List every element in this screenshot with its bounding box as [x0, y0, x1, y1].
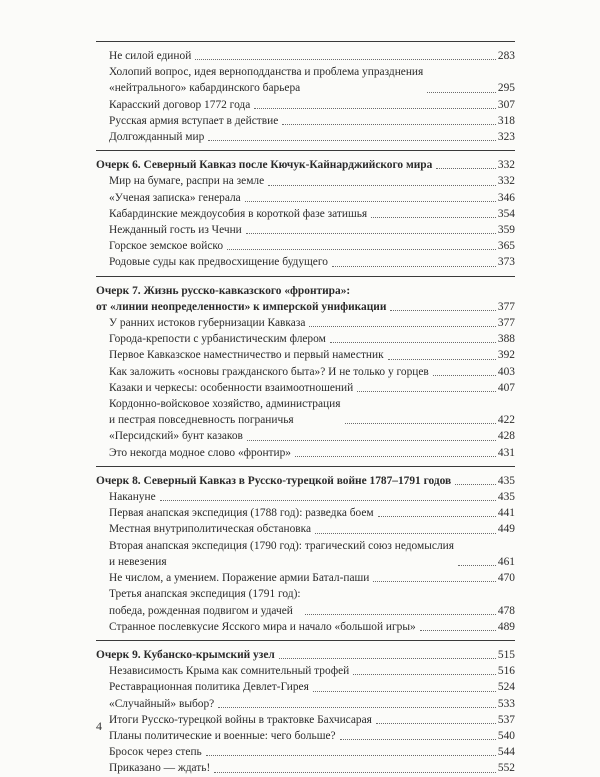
entry-title [109, 364, 429, 380]
dot-leader [246, 233, 496, 234]
page-ref: 516 [497, 665, 515, 678]
title-line: Накануне [109, 491, 156, 504]
toc-entry [109, 538, 515, 570]
entry-title [109, 586, 301, 618]
title-line: и пестрая повседневность пограничья [109, 414, 294, 427]
page-ref: 392 [497, 349, 515, 362]
page-ref: 318 [497, 114, 515, 127]
dot-leader [357, 391, 496, 392]
page-ref: 515 [497, 648, 515, 661]
toc-entry [109, 760, 515, 776]
page-ref: 373 [497, 256, 515, 269]
toc-entry [109, 380, 515, 396]
chapter-heading [96, 473, 515, 489]
entry-title [109, 97, 250, 113]
dot-leader [378, 516, 496, 517]
section-divider [96, 41, 515, 42]
toc-entry [109, 489, 515, 505]
page-ref: 533 [497, 697, 515, 710]
title-line: Очерк 6. Северный Кавказ после Кючук-Кайнарджийского мира [96, 159, 433, 172]
title-line: Горское земское войско [109, 240, 224, 253]
title-line: Итоги Русско-турецкой войны в трактовке Бахчисарая [109, 713, 372, 726]
dot-leader [315, 533, 496, 534]
toc-entry [109, 64, 515, 96]
section-divider [96, 640, 515, 641]
dot-leader [309, 326, 496, 327]
toc-entry [109, 728, 515, 744]
page-ref: 478 [497, 604, 515, 617]
page-ref: 346 [497, 191, 515, 204]
entry-title [109, 190, 241, 206]
toc-entry [109, 679, 515, 695]
title-line: Холопий вопрос, идея верноподданства и проблема упразднения [109, 66, 424, 79]
dot-leader [279, 658, 496, 659]
page-ref: 295 [497, 82, 515, 95]
entry-title [109, 728, 336, 744]
entry-title [109, 315, 305, 331]
dot-leader [208, 140, 496, 141]
entry-title [109, 173, 264, 189]
toc-entry [109, 744, 515, 760]
title-line: «Случайный» выбор? [109, 697, 215, 710]
title-line: «нейтрального» кабардинского барьера [109, 82, 301, 95]
entry-title [109, 428, 243, 444]
section-divider [96, 150, 515, 151]
title-line: Города-крепости с урбанистическим флером [109, 333, 326, 346]
page-ref: 489 [497, 620, 515, 633]
page-number: 4 [96, 719, 102, 733]
toc-entry [109, 206, 515, 222]
dot-leader [227, 249, 496, 250]
page-ref: 307 [497, 98, 515, 111]
title-line: «Персидский» бунт казаков [109, 430, 243, 443]
dot-leader [353, 674, 496, 675]
entry-title [109, 744, 202, 760]
dot-leader [455, 484, 496, 485]
page-ref: 449 [497, 523, 515, 536]
title-line: Кордонно-войсковое хозяйство, администрация [109, 398, 341, 411]
toc-entry [109, 190, 515, 206]
entry-title [109, 445, 291, 461]
toc-entry [109, 586, 515, 618]
dot-leader [433, 375, 496, 376]
page-ref: 435 [497, 474, 515, 487]
toc-entry [109, 445, 515, 461]
dot-leader [345, 423, 496, 424]
page-ref: 388 [497, 333, 515, 346]
chapter-heading [96, 157, 515, 173]
dot-leader [330, 342, 496, 343]
toc-entry [109, 238, 515, 254]
page-ref: 377 [497, 300, 515, 313]
dot-leader [214, 772, 496, 773]
toc-entry [109, 48, 515, 64]
toc-entry [109, 113, 515, 129]
page-ref: 407 [497, 381, 515, 394]
chapter-heading [96, 283, 515, 315]
page-ref: 377 [497, 317, 515, 330]
dot-leader [373, 581, 496, 582]
toc-entry [109, 222, 515, 238]
page-ref: 332 [497, 175, 515, 188]
entry-title [109, 64, 423, 96]
toc-entry [109, 712, 515, 728]
title-line: от «линии неопределенности» к имперской унификации [96, 300, 387, 313]
title-line: Бросок через степь [109, 746, 202, 759]
page-ref: 552 [497, 762, 515, 775]
dot-leader [427, 92, 496, 93]
entry-title [109, 380, 353, 396]
dot-leader [420, 630, 496, 631]
chapter-heading [96, 647, 515, 663]
page-ref: 323 [497, 131, 515, 144]
entry-title [109, 521, 311, 537]
title-line: Очерк 8. Северный Кавказ в Русско-турецкой войне 1787–1791 годов [96, 474, 452, 487]
dot-leader [305, 614, 496, 615]
page-ref: 422 [497, 414, 515, 427]
dot-leader [332, 266, 496, 267]
entry-title [109, 696, 214, 712]
dot-leader [268, 185, 496, 186]
page-ref: 332 [497, 159, 515, 172]
entry-title [109, 538, 454, 570]
entry-title [109, 396, 341, 428]
title-line: Планы политические и военные: чего больше? [109, 729, 336, 742]
title-line: Казаки и черкесы: особенности взаимоотношений [109, 381, 354, 394]
entry-title [109, 254, 328, 270]
title-line: Мир на бумаге, распри на земле [109, 175, 265, 188]
page-ref: 524 [497, 681, 515, 694]
page-ref: 537 [497, 713, 515, 726]
toc-entry [109, 364, 515, 380]
dot-leader [390, 310, 495, 311]
page-ref: 441 [497, 507, 515, 520]
title-line: Карасский договор 1772 года [109, 98, 251, 111]
dot-leader [206, 755, 496, 756]
page-ref: 283 [497, 50, 515, 62]
entry-title [109, 712, 372, 728]
table-of-contents [96, 41, 515, 777]
dot-leader [458, 565, 496, 566]
toc-entry [109, 619, 515, 635]
title-line: Приказано — ждать! [109, 762, 211, 775]
toc-entry [109, 663, 515, 679]
page-ref: 354 [497, 207, 515, 220]
section-divider [96, 466, 515, 467]
dot-leader [295, 456, 496, 457]
page-ref: 540 [497, 729, 515, 742]
entry-title [109, 760, 210, 776]
page-ref: 435 [497, 491, 515, 504]
title-line: Как заложить «основы гражданского быта»? И не только у горцев [109, 365, 429, 378]
title-line: Нежданный гость из Чечни [109, 224, 242, 237]
entry-title [109, 222, 242, 238]
entry-title [109, 331, 326, 347]
page-ref: 431 [497, 446, 515, 459]
entry-title [109, 570, 369, 586]
toc-entry [109, 129, 515, 145]
page-ref: 365 [497, 240, 515, 253]
dot-leader [254, 108, 496, 109]
dot-leader [247, 440, 496, 441]
title-line: Кабардинские междоусобия в короткой фазе затишья [109, 207, 368, 220]
entry-title [109, 113, 278, 129]
entry-title [109, 347, 384, 363]
dot-leader [245, 201, 496, 202]
chapter-title [96, 157, 432, 173]
title-line: Первое Кавказское наместничество и первый наместник [109, 349, 384, 362]
dot-leader [195, 59, 496, 60]
title-line: Третья анапская экспедиция (1791 год): [109, 588, 301, 601]
entry-title [109, 679, 309, 695]
page-ref: 428 [497, 430, 515, 443]
title-line: Русская армия вступает в действие [109, 114, 279, 127]
toc-entry [109, 97, 515, 113]
entry-title [109, 505, 374, 521]
dot-leader [160, 500, 496, 501]
page-ref: 544 [497, 746, 515, 759]
title-line: и невезения [109, 555, 167, 568]
entry-title [109, 663, 349, 679]
toc-entry [109, 570, 515, 586]
toc-entry [109, 315, 515, 331]
title-line: Долгожданный мир [109, 131, 205, 144]
entry-title [109, 619, 416, 635]
dot-leader [340, 739, 496, 740]
toc-entry [109, 505, 515, 521]
dot-leader [436, 168, 496, 169]
title-line: победа, рожденная подвигом и удачей [109, 604, 293, 617]
chapter-title [96, 647, 275, 663]
title-line: Реставрационная политика Девлет-Гирея [109, 681, 309, 694]
dot-leader [313, 691, 496, 692]
toc-entry [109, 173, 515, 189]
title-line: Вторая анапская экспедиция (1790 год): трагический союз недомыслия [109, 539, 454, 552]
title-line: Родовые суды как предвосхищение будущего [109, 256, 328, 269]
dot-leader [376, 723, 496, 724]
dot-leader [388, 359, 496, 360]
toc-entry [109, 254, 515, 270]
title-line: Местная внутриполитическая обстановка [109, 523, 312, 536]
page-ref: 461 [497, 555, 515, 568]
entry-title [109, 48, 191, 64]
title-line: Это некогда модное слово «фронтир» [109, 446, 292, 459]
toc-entry [109, 396, 515, 428]
dot-leader [218, 707, 496, 708]
entry-title [109, 129, 204, 145]
title-line: «Ученая записка» генерала [109, 191, 241, 204]
title-line: Не числом, а умением. Поражение армии Батал-паши [109, 572, 370, 585]
chapter-title [96, 473, 451, 489]
title-line: Не силой единой [109, 50, 192, 62]
title-line: Странное послевкусие Ясского мира и начало «большой игры» [109, 620, 416, 633]
entry-title [109, 206, 367, 222]
title-line: Очерк 7. Жизнь русско-кавказского «фронтира»: [96, 284, 351, 297]
title-line: У ранних истоков губернизации Кавказа [109, 317, 306, 330]
page-ref: 470 [497, 572, 515, 585]
title-line: Первая анапская экспедиция (1788 год): разведка боем [109, 507, 374, 520]
toc-entry [109, 331, 515, 347]
entry-title [109, 238, 223, 254]
toc-entry [109, 696, 515, 712]
chapter-title [96, 283, 386, 315]
page-ref: 403 [497, 365, 515, 378]
dot-leader [282, 124, 496, 125]
page-ref: 359 [497, 224, 515, 237]
entry-title [109, 489, 156, 505]
section-divider [96, 276, 515, 277]
title-line: Независимость Крыма как сомнительный трофей [109, 665, 350, 678]
toc-entry [109, 347, 515, 363]
title-line: Очерк 9. Кубанско-крымский узел [96, 648, 275, 661]
toc-entry [109, 521, 515, 537]
toc-entry [109, 428, 515, 444]
dot-leader [371, 217, 496, 218]
